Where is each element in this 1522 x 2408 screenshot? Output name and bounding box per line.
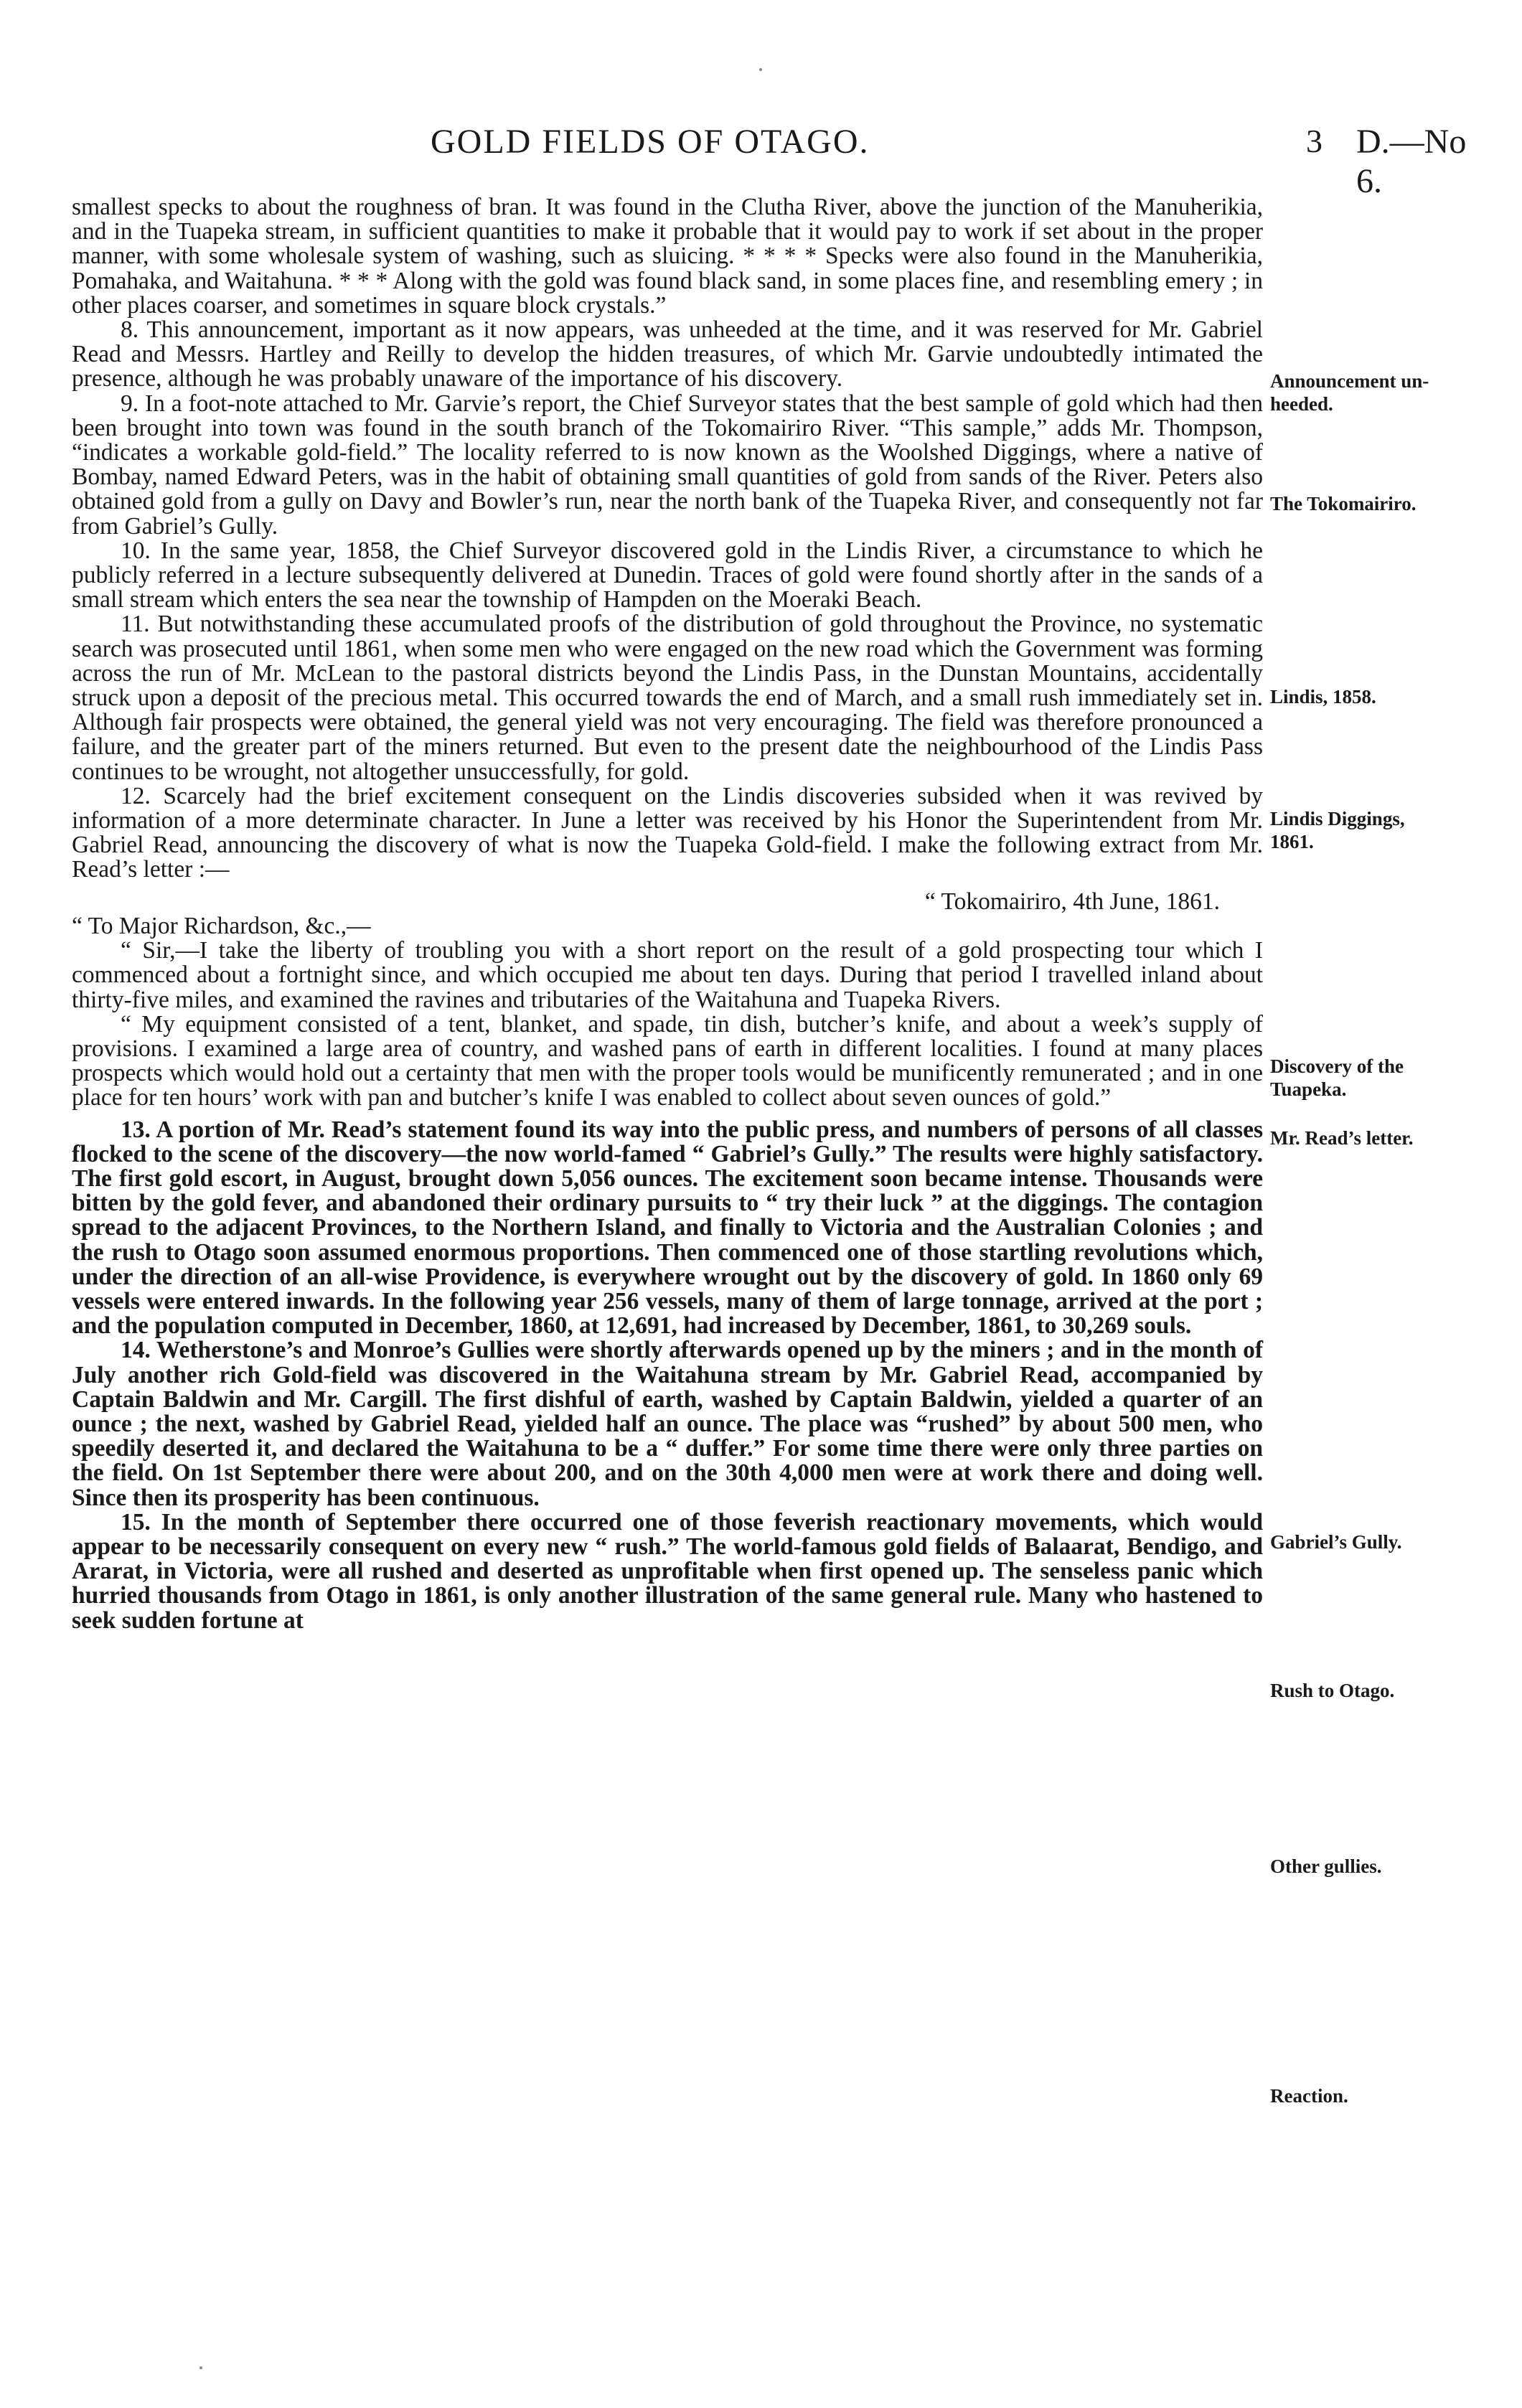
page-number: 3 [1306, 123, 1323, 159]
paragraph-14: 14. Wetherstone’s and Monroe’s Gullies were shortly afterwards opened up by the miners ; and in the month of July another rich Gold-field was discovered in the Waitahuna stream by Mr. Gabriel Read, accompanied by Captain Baldwin and Mr. Cargill. The first dishful of earth, washed by Captain Baldwin, yielded a quarter of an ounce ; the next, washed by Gabriel Read, yielded half an ounce. The place was “rushed” by about 500 men, who speedily deserted it, and declared the Waitahuna to be a “ duffer.” For some time there were only three parties on the field. On 1st September there were about 200, and on the 30th 4,000 men were at work there and doing well. Since then its prosperity has been continuous. [72, 1337, 1263, 1511]
letter-paragraph-1: “ Sir,—I take the liberty of troubling you with a short report on the result of a gold prospecting tour which I commenced about a fortnight since, and which occupied me about ten days. During that period I travelled inland about thirty-five miles, and examined the ravines and tributaries of the Waitahuna and Tuapeka Rivers. [72, 937, 1263, 1013]
margin-note-rush-otago: Rush to Otago. [1270, 1680, 1395, 1701]
margin-note-lindis-diggings: Lindis Diggings, 1861. [1270, 808, 1405, 852]
document-reference: D.—No 6. [1356, 123, 1467, 200]
margin-note-reaction: Reaction. [1270, 2085, 1348, 2107]
margin-note-tokomairiro: The Tokomairiro. [1270, 493, 1417, 514]
paper-speck [759, 68, 762, 71]
page-title: GOLD FIELDS OF OTAGO. [431, 123, 870, 161]
margin-note-read-letter: Mr. Read’s letter. [1270, 1127, 1414, 1149]
paragraph-9: 9. In a foot-note attached to Mr. Garvie’s report, the Chief Surveyor states that the best sample of gold which had then been brought into town was found in the south branch of the Tokomairiro River. “This sample,” adds Mr. Thompson, “indicates a workable gold-field.” The locality referred to is now known as the Woolshed Diggings, where a native of Bombay, named Edward Peters, was in the habit of obtaining small quantities of gold from sands of the River. Peters also obtained gold from a gully on Davy and Bowler’s run, near the north bank of the Tuapeka River, and consequently not far from Gabriel’s Gully. [72, 390, 1263, 540]
margin-note-lindis-1858: Lindis, 1858. [1270, 686, 1376, 707]
main-text [72, 195, 1263, 1633]
margin-note-gabriels-gully: Gabriel’s Gully. [1270, 1531, 1402, 1553]
paragraph-10: 10. In the same year, 1858, the Chief Surveyor discovered gold in the Lindis River, a circumstance to which he publicly referred in a lecture subsequently delivered at Dunedin. Traces of gold were found shortly after in the sands of a small stream which enters the sea near the township of Hampden on the Moeraki Beach. [72, 537, 1263, 613]
paragraph-11: 11. But notwithstanding these accumulated proofs of the distribution of gold throughout the Province, no systematic search was prosecuted until 1861, when some men who were engaged on the new road which the Government was forming across the run of Mr. McLean to the pastoral districts beyond the Lindis Pass, in the Dunstan Mountains, accidentally struck upon a deposit of the precious metal. This occurred towards the end of March, and a small rush immediately set in. Although fair prospects were obtained, the general yield was not very encouraging. The field was therefore pronounced a failure, and the greater part of the miners returned. But even to the present date the neighbourhood of the Lindis Pass continues to be wrought, not altogether unsuccessfully, for gold. [72, 611, 1263, 785]
paragraph-15: 15. In the month of September there occurred one of those feverish reactionary movements, which would appear to be necessarily consequent on every new “ rush.” The world-famous gold fields of Balaarat, Bendigo, and Ararat, in Victoria, were all rushed and deserted as unprofitable when first opened up. The senseless panic which hurried thousands from Otago in 1861, is only another illustration of the same general rule. Many who hastened to seek sudden fortune at [72, 1508, 1263, 1634]
margin-note-announcement: Announcement un- heeded. [1270, 370, 1429, 415]
margin-note-discovery-tuapeka: Discovery of the Tuapeka. [1270, 1055, 1404, 1100]
letter-salutation: “ To Major Richardson, &c.,— [72, 912, 371, 939]
paragraph-8: 8. This announcement, important as it now appears, was unheeded at the time, and it was reserved for Mr. Gabriel Read and Messrs. Hartley and Reilly to develop the hidden treasures, of which Mr. Garvie undoubtedly intimated the presence, although he was probably unaware of the importance of his discovery. [72, 316, 1263, 392]
letter-paragraph-2: “ My equipment consisted of a tent, blanket, and spade, tin dish, butcher’s knife, and about a week’s supply of provisions. I examined a large area of country, and washed pans of earth in different localities. I found at many places prospects which would hold out a certainty that men with the proper tools would be munificently remunerated ; and in one place for ten hours’ work with pan and butcher’s knife I was enabled to collect about seven ounces of gold.” [72, 1010, 1263, 1111]
letter-date: “ Tokomairiro, 4th June, 1861. [924, 888, 1220, 915]
paragraph-13: 13. A portion of Mr. Read’s statement found its way into the public press, and numbers of persons of all classes flocked to the scene of the discovery—the now world-famed “ Gabriel’s Gully.” The results were highly satisfactory. The first gold escort, in August, brought down 5,056 ounces. The excitement soon became intense. Thousands were bitten by the gold fever, and abandoned their ordinary pursuits to “ try their luck ” at the diggings. The contagion spread to the adjacent Provinces, to the Northern Island, and finally to Victoria and the Australian Colonies ; and the rush to Otago soon assumed enormous proportions. Then commenced one of those startling revolutions which, under the direction of an all-wise Providence, is everywhere wrought out by the discovery of gold. In 1860 only 69 vessels were entered inwards. In the following year 256 vessels, many of them of large tonnage, arrived at the port ; and the population computed in December, 1860, at 12,691, had increased by December, 1861, to 30,269 souls. [72, 1116, 1263, 1340]
page-header [72, 122, 1471, 200]
paragraph-12: 12. Scarcely had the brief excitement consequent on the Lindis discoveries subsided when it was revived by information of a more determinate character. In June a letter was received by his Honor the Superintendent from Mr. Gabriel Read, announcing the discovery of what is now the Tuapeka Gold-field. I make the following extract from Mr. Read’s letter :— [72, 782, 1263, 883]
margin-note-other-gullies: Other gullies. [1270, 1856, 1382, 1877]
paper-speck [199, 2366, 202, 2369]
paragraph-continued: smallest specks to about the roughness of bran. It was found in the Clutha River, above the junction of the Manuherikia, and in the Tuapeka stream, in sufficient quantities to make it probable that it would pay to work if set about in the proper manner, with some wholesale system of washing, such as sluicing. * * * * Specks were also found in the Manuherikia, Pomahaka, and Waitahuna. * * * Along with the gold was found black sand, in some places fine, and resembling emery ; in other places coarser, and sometimes in square block crystals.” [72, 194, 1263, 319]
